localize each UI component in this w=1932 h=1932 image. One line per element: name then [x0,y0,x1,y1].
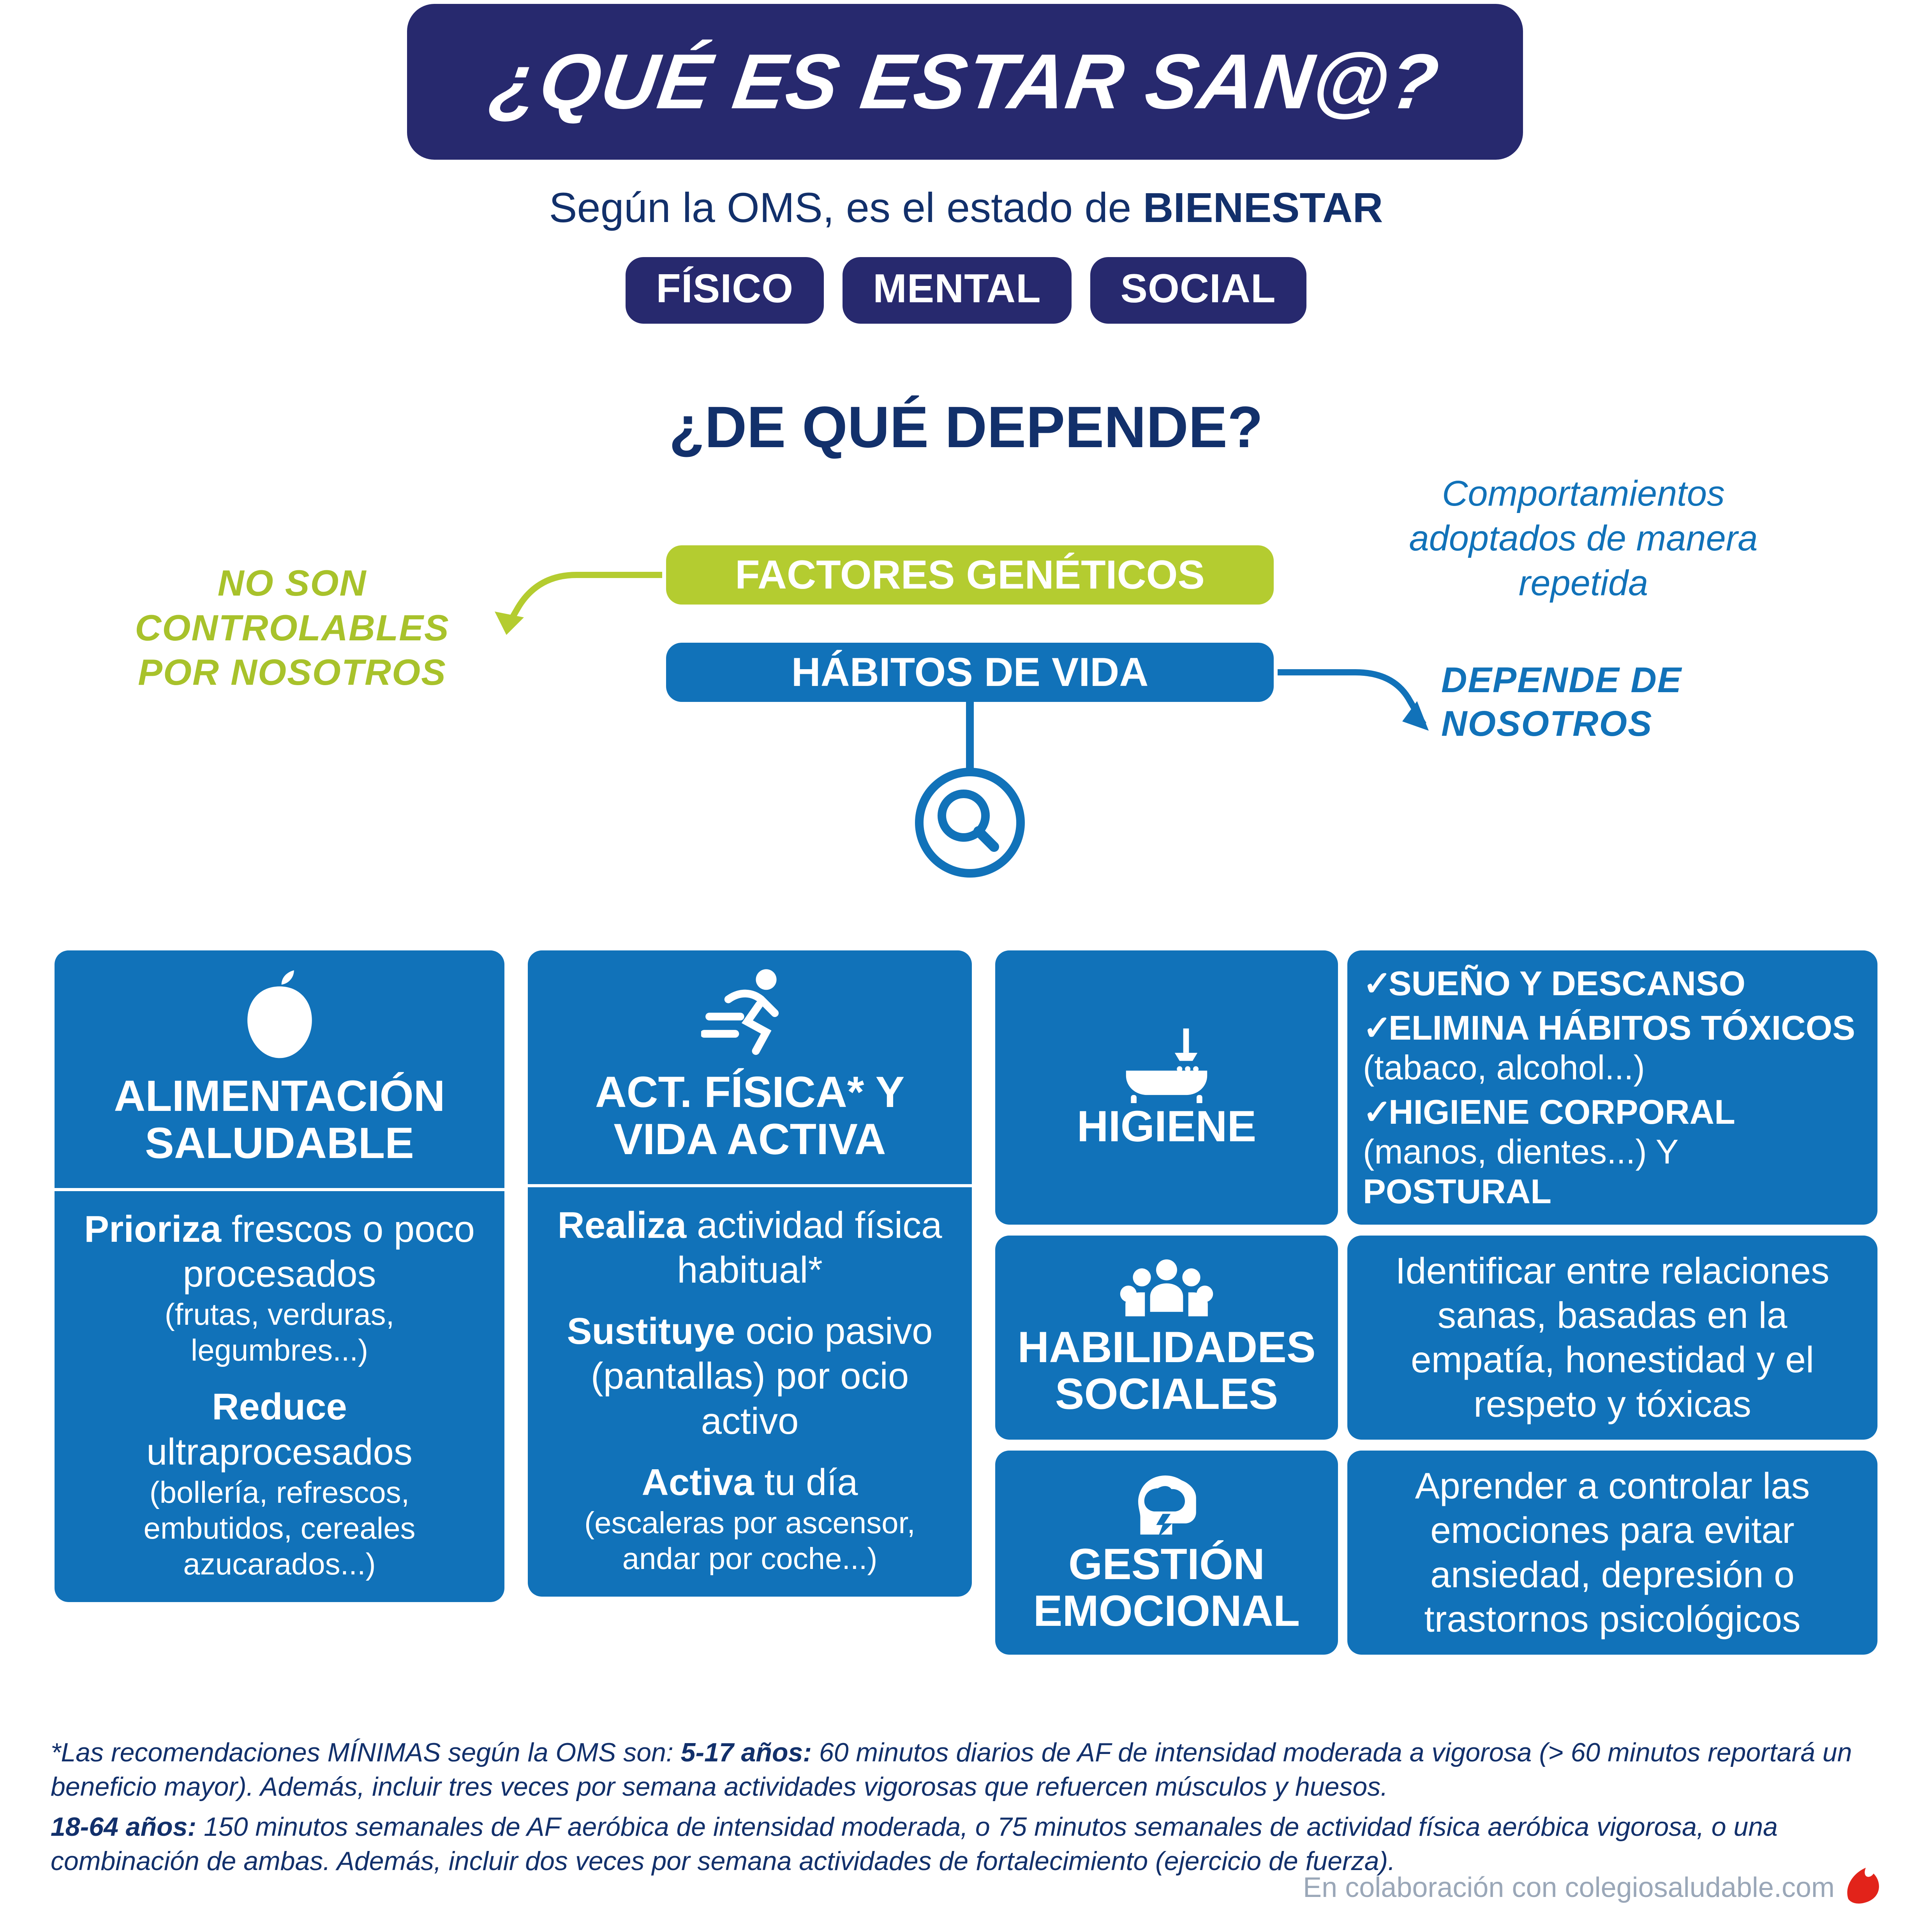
gestion-text: Aprender a controlar las emociones para evitar ansiedad, depresión o trastornos psicológicos [1415,1465,1810,1640]
card-gestion-title: GESTIÓN EMOCIONAL [1033,1539,1300,1636]
box-life-habits-label: HÁBITOS DE VIDA [791,649,1149,695]
pill-fisico: FÍSICO [626,257,824,324]
divider [528,1184,972,1187]
card-alimentacion-body [55,1191,504,1602]
card-higiene-title: HIGIENE [1077,1102,1257,1151]
card-actividad-box [528,950,972,1597]
food-point-1 [72,1207,487,1368]
food-point-2-bold: Reduce [212,1386,347,1428]
hygiene-item-3-bold: HIGIENE CORPORAL [1389,1093,1735,1132]
arrow-head-left [495,612,524,635]
card-habilidades-sociales [995,1236,1877,1440]
habilidades-text: Identificar entre relaciones sanas, basadas en la empatía, honestidad y el respeto y tóxicas [1395,1250,1830,1425]
pill-social: SOCIAL [1090,257,1306,324]
hygiene-item-1-bold: SUEÑO Y DESCANSO [1389,964,1746,1003]
footnote-1-post: 60 minutos diarios de AF de intensidad moderada a vigorosa (> 60 minutos reportará un beneficio mayor). Además, incluir tres veces por semana actividades vigorosas que refuercen músculos y huesos. [51,1738,1852,1802]
activity-point-1-text: actividad física habitual* [677,1204,942,1291]
food-point-1-bold: Prioriza [84,1208,222,1250]
hygiene-checklist [1363,964,1862,1211]
pill-mental: MENTAL [843,257,1072,324]
activity-point-3 [546,1460,954,1576]
arrow-to-left-note [506,575,662,628]
check-icon: ✓ [1363,1008,1392,1047]
card-higiene [995,950,1877,1225]
hygiene-item-3-bold2: POSTURAL [1363,1172,1551,1211]
card-gestion-emocional [995,1451,1877,1655]
check-icon: ✓ [1363,964,1392,1003]
divider [55,1188,504,1191]
list-item [1363,1008,1862,1088]
food-point-2-small: (bollería, refrescos, embutidos, cereales azucarados...) [143,1475,416,1581]
box-genetic-factors [666,545,1274,605]
card-alimentacion [55,950,504,1602]
check-icon: ✓ [1363,1093,1392,1132]
card-gestion-body [1347,1451,1877,1655]
card-column-right [995,950,1877,1655]
card-habilidades-body [1347,1236,1877,1440]
brand-flame-icon [1842,1866,1885,1905]
subtitle [0,183,1932,232]
footnote-2-post: 150 minutos semanales de AF aeróbica de intensidad moderada, o 75 minutos semanales de actividad física aeróbica vigorosa, o una combinación de ambas. Además, incluir dos veces por semana actividades de fortalecimiento (ejercicio de fuerza). [51,1812,1778,1876]
activity-point-1 [546,1203,954,1292]
food-point-1-text: frescos o poco procesados [183,1208,475,1295]
head-storm-icon [1122,1471,1211,1541]
activity-point-2-text: ocio pasivo (pantallas) por ocio activo [591,1310,933,1442]
section-title-depends: ¿DE QUÉ DEPENDE? [669,394,1263,460]
activity-point-3-text: tu día [754,1461,858,1503]
card-habilidades-head [995,1236,1338,1440]
footnote-1-bold: 5-17 años: [680,1738,812,1767]
card-alimentacion-head [55,950,504,1188]
card-higiene-head [995,950,1338,1225]
magnifier-circle [919,772,1021,873]
activity-point-3-bold: Activa [642,1461,754,1503]
footnote [51,1735,1881,1884]
activity-point-2-bold: Sustituye [567,1310,735,1352]
activity-point-1-bold: Realiza [557,1204,687,1246]
bathtub-shower-icon [1118,1025,1215,1103]
note-depends-on-us: DEPENDE DE NOSOTROS [1441,660,1682,744]
note-repeated-behaviours: Comportamientos adoptados de manera repetida [1409,474,1758,603]
page-title-banner [407,4,1523,160]
hygiene-item-2-bold: ELIMINA HÁBITOS TÓXICOS [1389,1008,1855,1047]
arrow-head-right [1402,701,1429,731]
box-genetic-factors-label: FACTORES GENÉTICOS [735,552,1205,598]
hygiene-item-3-text: (manos, dientes...) Y [1363,1132,1678,1171]
card-actividad-body [528,1187,972,1597]
arrow-to-right-note [1278,672,1424,724]
magnifier-icon [942,794,994,847]
box-life-habits [666,643,1274,702]
list-item [1363,1092,1862,1211]
subtitle-strong: BIENESTAR [1143,184,1383,231]
card-actividad-head [528,950,972,1184]
page-title: ¿QUÉ ES ESTAR SAN@? [486,38,1444,125]
food-point-1-small: (frutas, verduras, legumbres...) [164,1297,395,1368]
card-alimentacion-title: ALIMENTACIÓN SALUDABLE [114,1072,445,1167]
card-gestion-head [995,1451,1338,1655]
card-habilidades-title: HABILIDADES SOCIALES [1017,1322,1316,1419]
footnote-2-bold: 18-64 años: [51,1812,197,1842]
card-actividad [528,950,972,1597]
card-actividad-title: ACT. FÍSICA* Y VIDA ACTIVA [595,1068,905,1163]
list-item [1363,964,1862,1003]
people-group-icon [1118,1258,1215,1324]
food-point-2 [72,1384,487,1581]
running-person-icon [701,968,799,1058]
food-point-2-text: ultraprocesados [146,1431,413,1473]
footnote-line-2 [51,1810,1881,1879]
subtitle-prefix: Según la OMS, es el estado de [549,184,1143,231]
footnote-1-pre: *Las recomendaciones MÍNIMAS según la OMS son: [51,1738,681,1767]
hygiene-item-2-text: (tabaco, alcohol...) [1363,1048,1645,1087]
collaboration-credit: En colaboración con colegiosaludable.com [1303,1872,1835,1903]
wellbeing-pill-row [0,257,1932,324]
card-alimentacion-box [55,950,504,1602]
apple-icon [235,968,324,1062]
note-not-controllable: NO SON CONTROLABLES POR NOSOTROS [135,562,450,693]
footnote-line-1 [51,1735,1881,1804]
activity-point-2 [546,1309,954,1444]
card-higiene-body [1347,950,1877,1225]
activity-point-3-small: (escaleras por ascensor, andar por coche...) [584,1505,915,1576]
